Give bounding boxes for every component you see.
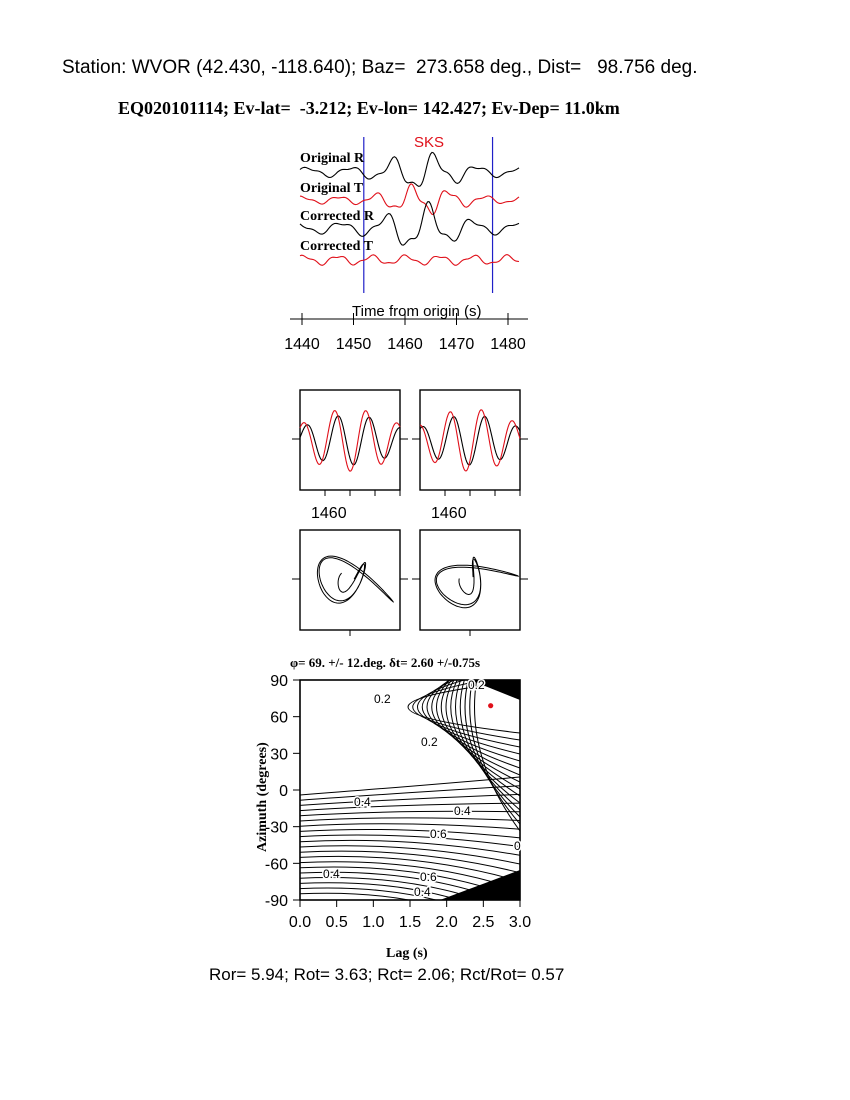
contour-line-lower bbox=[300, 803, 520, 811]
event-header: EQ020101114; Ev-lat= -3.212; Ev-lon= 142.427; Ev-Dep= 11.0km bbox=[118, 98, 620, 118]
phase-label: SKS bbox=[414, 134, 445, 151]
contour-x-tick-label: 2.5 bbox=[472, 914, 495, 931]
trace-xlabel: Time from origin (s) bbox=[352, 303, 482, 320]
contour-value-label: 0.2 bbox=[421, 735, 438, 749]
mini-wave-left bbox=[292, 390, 408, 522]
contour-value-label: 0.4 bbox=[354, 795, 371, 809]
contour-value-label: 0.2 bbox=[374, 692, 391, 706]
trace-label-corrected-r: Corrected R bbox=[300, 209, 374, 224]
trace-corrected-t bbox=[300, 255, 519, 266]
contour-ylabel: Azimuth (degrees) bbox=[255, 742, 270, 852]
particle-path bbox=[435, 557, 518, 608]
contour-y-tick-label: 90 bbox=[270, 673, 288, 690]
contour-line-upper bbox=[475, 583, 521, 831]
trace-label-original-r: Original R bbox=[300, 151, 365, 166]
contour-x-tick-label: 0.5 bbox=[325, 914, 348, 931]
particle-motion-left-path bbox=[292, 556, 408, 636]
mini-wave-right-tick-label: 1460 bbox=[431, 505, 467, 522]
contour-xlabel: Lag (s) bbox=[386, 946, 428, 961]
contour-x-tick-label: 1.0 bbox=[362, 914, 385, 931]
contour-y-tick-label: 30 bbox=[270, 746, 288, 764]
contour-value-label: 0 bbox=[514, 839, 521, 853]
trace-panel bbox=[284, 134, 528, 353]
mini-wave-left-tick-label: 1460 bbox=[311, 505, 347, 522]
mini-trace-red bbox=[420, 410, 520, 471]
trace-label-original-t: Original T bbox=[300, 181, 364, 196]
mini-wave-right-traces bbox=[412, 410, 528, 496]
contour-line-lower bbox=[300, 811, 520, 816]
contour-value-label: 0.6 bbox=[430, 827, 447, 841]
particle-path bbox=[317, 556, 393, 603]
best-fit-marker bbox=[488, 703, 493, 708]
ratios-footer: Ror= 5.94; Rot= 3.63; Rct= 2.06; Rct/Rot= 0.57 bbox=[209, 965, 565, 984]
trace-x-tick-label: 1470 bbox=[438, 336, 475, 353]
contour-lines bbox=[300, 583, 520, 942]
trace-x-tick-label: 1480 bbox=[490, 336, 526, 353]
particle-motion-right bbox=[412, 530, 528, 636]
contour-y-tick-label: -60 bbox=[264, 856, 288, 874]
contour-x-tick-label: 0.0 bbox=[288, 914, 312, 931]
trace-x-tick-label: 1440 bbox=[284, 336, 320, 353]
contour-line-lower bbox=[300, 824, 520, 829]
contour-x-tick-label: 2.0 bbox=[435, 914, 458, 931]
contour-y-tick-label: -90 bbox=[264, 893, 288, 910]
particle-motion-right-path bbox=[412, 557, 528, 636]
contour-y-tick-label: 0 bbox=[279, 783, 288, 800]
contour-value-label: 0.4 bbox=[454, 804, 471, 818]
contour-value-label: 0.4 bbox=[414, 885, 431, 899]
contour-x-tick-label: 3.0 bbox=[508, 914, 532, 931]
contour-y-tick-label: -30 bbox=[264, 819, 288, 837]
contour-value-label: 0.2 bbox=[468, 678, 485, 692]
contour-x-tick-label: 1.5 bbox=[398, 914, 422, 931]
contour-panel bbox=[255, 583, 531, 961]
trace-label-corrected-t: Corrected T bbox=[300, 239, 373, 254]
contour-line-upper bbox=[451, 618, 520, 796]
particle-motion-left bbox=[292, 530, 408, 636]
contour-value-label: 0.6 bbox=[420, 870, 437, 884]
contour-title: φ= 69. +/- 12.deg. δt= 2.60 +/-0.75s bbox=[290, 655, 481, 670]
station-header: Station: WVOR (42.430, -118.640); Baz= 273.658 deg., Dist= 98.756 deg. bbox=[62, 57, 698, 78]
mini-wave-left-traces bbox=[292, 411, 408, 496]
trace-x-tick-label: 1450 bbox=[335, 336, 372, 353]
contour-line-lower bbox=[300, 818, 520, 821]
mini-wave-right bbox=[412, 390, 528, 522]
contour-value-label: 0.4 bbox=[323, 867, 340, 881]
trace-x-tick-label: 1460 bbox=[387, 336, 423, 353]
contour-y-tick-label: 60 bbox=[270, 709, 288, 727]
